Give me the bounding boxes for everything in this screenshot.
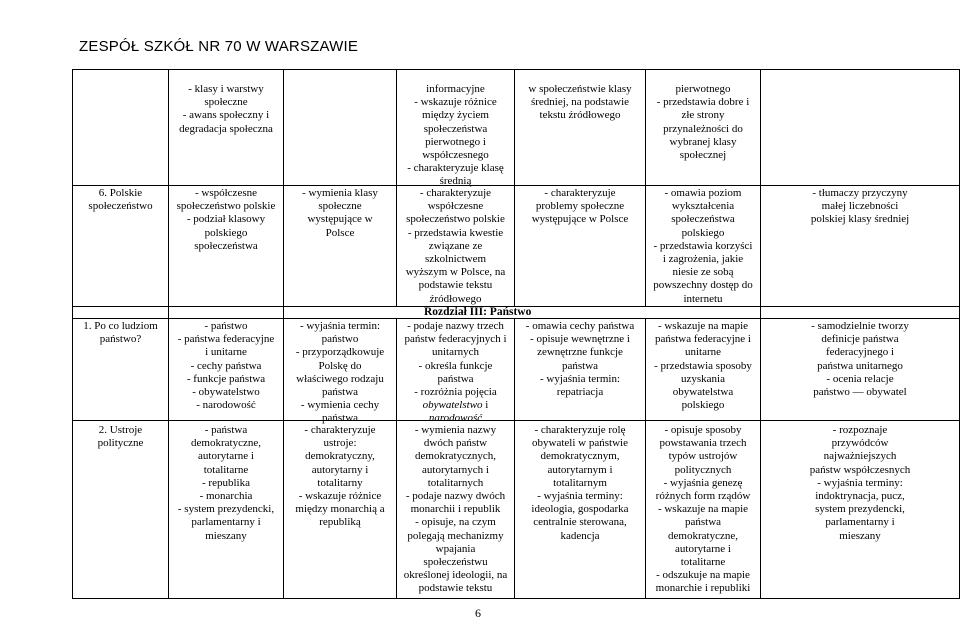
page-header-school: ZESPÓŁ SZKÓŁ NR 70 W WARSZAWIE — [79, 38, 359, 55]
table-cell-content: - klasy i warstwy społeczne - awans społeczny i degradacja społeczna — [179, 83, 273, 135]
table-cell-content: - państwa demokratyczne, autorytarne i totalitarne - republika - monarchia - system prezydencki, parlamentarny i mieszany — [177, 424, 275, 542]
row-divider — [72, 420, 960, 421]
page-number: 6 — [475, 606, 481, 620]
table-cell-requirement-extended: - charakteryzuje rolę obywateli w państwie demokratycznym, autorytarnym i totalitarnym - wyjaśnia terminy: ideologia, gospodarka centralnie sterowana, kadencja — [531, 424, 629, 542]
table-cell-requirement-full: - wskazuje na mapie państwa federacyjne i unitarne - przedstawia sposoby uzyskania obywatelstwa polskiego — [654, 320, 752, 412]
table-cell-requirement-extended: - charakteryzuje problemy społeczne występujące w Polsce — [531, 187, 629, 226]
table-cell-topic: 6. Polskie społeczeństwo — [88, 187, 153, 213]
table-cell-topic: 2. Ustroje polityczne — [97, 424, 144, 450]
table-top-border — [72, 69, 960, 70]
table-cell-requirement-basic: - podaje nazwy trzech państw federacyjnych i unitarnych - określa funkcje państwa - rozróżnia pojęcia obywatelstwo i narodowość — [404, 320, 507, 425]
table-cell-requirement-full: - omawia poziom wykształcenia społeczeństwa polskiego - przedstawia korzyści i zagrożenia, jakie niesie ze sobą powszechny dostęp do internetu — [653, 187, 753, 305]
table-cell-requirement-basic: - wymienia nazwy dwóch państw demokratycznych, autorytarnych i totalitarnych - podaje nazwy dwóch monarchii i republik - opisuje, na czym polegają mechanizmy wpajania społeczeństwu określonej ideologii, na podstawie tekstu — [403, 424, 508, 595]
table-bottom-border — [72, 598, 960, 599]
table-cell-requirement-full: pierwotnego - przedstawia dobre i złe strony przynależności do wybranej klasy społecznej — [656, 83, 750, 162]
table-cell-content: - współczesne społeczeństwo polskie - podział klasowy polskiego społeczeństwa — [176, 187, 276, 252]
table-cell-content: - państwo - państwa federacyjne i unitarne - cechy państwa - funkcje państwa - obywatelstwo - narodowość — [177, 320, 275, 412]
table-cell-requirement-elementary: - charakteryzuje ustroje: demokratyczny, autorytarny i totalitarny - wskazuje różnice między monarchią a republiką — [295, 424, 385, 529]
table-cell-requirement-excellent: - tłumaczy przyczyny małej liczebności polskiej klasy średniej — [810, 187, 910, 226]
table-cell-requirement-elementary: - wymienia klasy społeczne występujące w Polsce — [302, 187, 378, 239]
table-cell-requirement-basic: - charakteryzuje współczesne społeczeństwo polskie - przedstawia kwestie związane ze szkolnictwem wyższym w Polsce, na podstawie tekstu źródłowego — [405, 187, 506, 305]
table-cell-requirement-excellent: - rozpoznaje przywódców najważniejszych państw współczesnych - wyjaśnia terminy: indoktrynacja, pucz, system prezydencki, parlamentarny i mieszany — [809, 424, 911, 542]
table-cell-requirement-basic: informacyjne - wskazuje różnice między życiem społeczeństwa pierwotnego i współczesnego - charakteryzuje klasę średnią — [407, 83, 504, 188]
table-cell-topic: 1. Po co ludziom państwo? — [83, 320, 158, 346]
section-title: Rozdział III: Państwo — [424, 306, 532, 318]
table-cell-requirement-elementary: - wyjaśnia termin: państwo - przyporządkowuje Polskę do właściwego rodzaju państwa - wymienia cechy państwa — [295, 320, 385, 425]
table-cell-requirement-extended: - omawia cechy państwa - opisuje wewnętrzne i zewnętrzne funkcje państwa - wyjaśnia termin: repatriacja — [525, 320, 635, 399]
table-cell-requirement-extended: w społeczeństwie klasy średniej, na podstawie tekstu źródłowego — [528, 83, 632, 122]
row-divider — [72, 185, 960, 186]
table-cell-requirement-full: - opisuje sposoby powstawania trzech typów ustrojów politycznych - wyjaśnia genezę różnych form rządów - wskazuje na mapie państwa demokratyczne, autorytarne i totalitarne - odszukuje na mapie monarchie i republiki — [655, 424, 751, 595]
table-cell-requirement-excellent: - samodzielnie tworzy definicje państwa federacyjnego i państwa unitarnego - ocenia relacje państwo — obywatel — [811, 320, 909, 399]
